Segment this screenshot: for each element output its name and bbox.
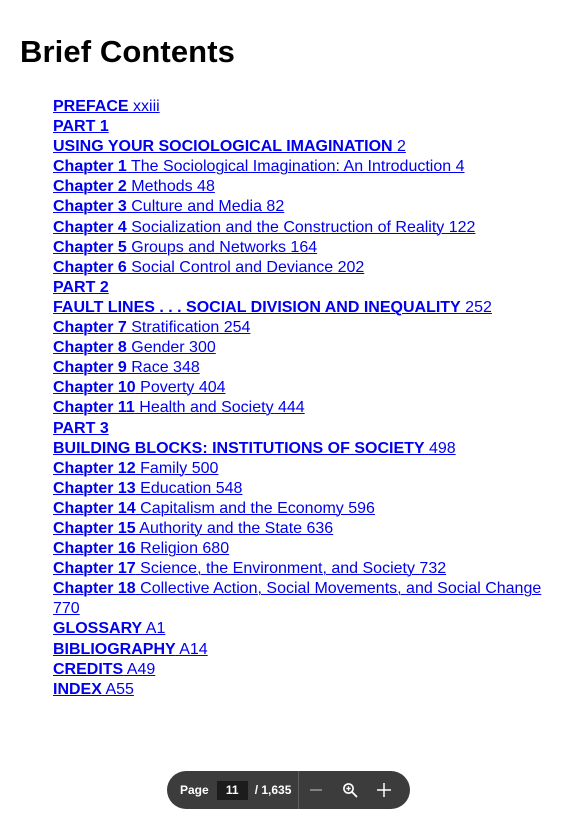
toc-entry-heading: CREDITS <box>53 660 124 678</box>
toc-entry-text: Family 500 <box>135 459 219 477</box>
toc-link[interactable] <box>53 560 446 577</box>
toc-link[interactable] <box>53 399 305 416</box>
toc-entry-text: Methods 48 <box>126 178 215 196</box>
toc-entry-heading: BIBLIOGRAPHY <box>53 640 176 658</box>
toc-entry-heading: Chapter 15 <box>53 519 136 537</box>
toc-entry-text: Religion 680 <box>135 540 230 558</box>
toc-entry-text: Science, the Environment, and Society 732 <box>135 560 447 578</box>
toc-link[interactable] <box>53 259 364 276</box>
toc-entry-text: Poverty 404 <box>135 379 226 397</box>
toc-entry <box>53 137 553 157</box>
pdf-page-toolbar <box>167 771 410 809</box>
toc-entry-heading: PART 3 <box>53 419 109 437</box>
toc-entry-text: xxiii <box>128 98 160 115</box>
toc-entry-heading: Chapter 9 <box>53 359 127 377</box>
toc-entry <box>53 318 553 338</box>
toc-link[interactable] <box>53 480 242 497</box>
page-label: Page <box>180 783 209 797</box>
toc-entry-text: Collective Action, Social Movements, and Social Change 770 <box>53 580 542 618</box>
toc-entry-text: Gender 300 <box>126 339 216 357</box>
toc-entry <box>53 117 553 137</box>
toc-entry <box>53 660 553 680</box>
toc-entry <box>53 559 553 579</box>
toc-entry <box>53 479 553 499</box>
toc-entry-heading: PART 1 <box>53 118 109 136</box>
toc-entry <box>53 218 553 238</box>
toc-entry-text: A14 <box>175 640 208 658</box>
toc-link[interactable] <box>53 540 229 557</box>
toc-entry-heading: Chapter 6 <box>53 258 127 276</box>
toc-entry-heading: Chapter 8 <box>53 339 127 357</box>
toc-entry-text: Culture and Media 82 <box>126 198 285 216</box>
toc-entry-heading: Chapter 1 <box>53 158 127 176</box>
toc-entry-heading: Chapter 18 <box>53 580 136 598</box>
toc-entry <box>53 97 553 117</box>
table-of-contents <box>53 97 553 700</box>
toc-entry <box>53 539 553 559</box>
toc-link[interactable] <box>53 620 165 637</box>
toc-entry <box>53 499 553 519</box>
toc-entry <box>53 157 553 177</box>
toc-entry-heading: BUILDING BLOCKS: INSTITUTIONS OF SOCIETY <box>53 439 425 457</box>
toc-entry-text: Education 548 <box>135 479 243 497</box>
toc-entry <box>53 378 553 398</box>
toc-entry-heading: PREFACE <box>53 98 129 115</box>
toc-entry-text: Social Control and Deviance 202 <box>126 258 365 276</box>
toc-entry <box>53 619 553 639</box>
toc-link[interactable] <box>53 440 456 457</box>
toc-entry-heading: FAULT LINES . . . SOCIAL DIVISION AND INEQUALITY <box>53 298 461 316</box>
toc-entry-text: The Sociological Imagination: An Introduction 4 <box>126 158 465 176</box>
toc-link[interactable] <box>53 279 109 296</box>
toc-entry <box>53 278 553 298</box>
page-number-input[interactable] <box>217 781 248 800</box>
toc-entry <box>53 298 553 318</box>
toc-entry <box>53 680 553 700</box>
toc-link[interactable] <box>53 138 406 155</box>
toc-link[interactable] <box>53 118 109 135</box>
zoom-in-button[interactable] <box>367 771 401 809</box>
toc-entry-heading: INDEX <box>53 680 102 698</box>
toc-entry-heading: Chapter 13 <box>53 479 136 497</box>
toc-entry <box>53 338 553 358</box>
toc-link[interactable] <box>53 339 216 356</box>
toc-link[interactable] <box>53 500 375 517</box>
toc-entry-text: Capitalism and the Economy 596 <box>135 499 375 517</box>
toc-entry-heading: Chapter 4 <box>53 218 127 236</box>
toc-entry <box>53 358 553 378</box>
plus-icon <box>377 783 391 797</box>
toc-entry-heading: Chapter 3 <box>53 198 127 216</box>
toc-entry-text: Stratification 254 <box>126 319 251 337</box>
toc-entry <box>53 238 553 258</box>
toc-entry-text: A49 <box>123 660 156 678</box>
toc-entry <box>53 459 553 479</box>
toc-entry-heading: Chapter 17 <box>53 560 136 578</box>
toc-link[interactable] <box>53 580 541 617</box>
toc-entry-heading: Chapter 5 <box>53 238 127 256</box>
page-total: / 1,635 <box>254 783 292 797</box>
toc-entry-heading: Chapter 11 <box>53 399 135 417</box>
toc-link[interactable] <box>53 379 226 396</box>
toc-entry <box>53 519 553 539</box>
magnifier-plus-icon <box>342 782 358 798</box>
toc-entry-heading: PART 2 <box>53 278 109 296</box>
page-title: Brief Contents <box>20 34 235 69</box>
toc-link[interactable] <box>53 198 284 215</box>
toc-entry-text: Socialization and the Construction of Reality 122 <box>126 218 476 236</box>
toc-entry <box>53 640 553 660</box>
toc-link[interactable] <box>53 219 475 236</box>
toc-entry <box>53 579 553 619</box>
toc-entry-text: 252 <box>460 298 492 316</box>
toc-entry-text: Authority and the State 636 <box>135 519 334 537</box>
toc-link[interactable] <box>53 520 333 537</box>
toc-entry-text: A55 <box>101 680 134 698</box>
toc-link[interactable] <box>53 359 200 376</box>
toc-entry-heading: Chapter 10 <box>53 379 136 397</box>
toc-link[interactable] <box>53 319 250 336</box>
toc-link[interactable] <box>53 420 109 437</box>
toc-entry-text: 2 <box>392 138 406 156</box>
toc-entry <box>53 439 553 459</box>
toc-entry <box>53 258 553 278</box>
toc-entry-heading: GLOSSARY <box>53 620 143 638</box>
toc-entry <box>53 197 553 217</box>
toc-entry-text: Groups and Networks 164 <box>126 238 318 256</box>
toc-entry-text: A1 <box>142 620 166 638</box>
toc-link[interactable] <box>53 178 215 195</box>
toc-entry <box>53 398 553 418</box>
toc-entry-heading: Chapter 16 <box>53 540 136 558</box>
toc-link[interactable] <box>53 239 317 256</box>
toc-entry <box>53 177 553 197</box>
toc-entry-heading: Chapter 14 <box>53 499 136 517</box>
toc-entry-text: Race 348 <box>126 359 200 377</box>
toc-link[interactable] <box>53 641 208 658</box>
zoom-out-button[interactable] <box>299 771 333 809</box>
toc-link[interactable] <box>53 158 465 175</box>
toc-entry-heading: Chapter 12 <box>53 459 136 477</box>
minus-icon <box>310 784 322 796</box>
toc-link[interactable] <box>53 299 492 316</box>
toc-link[interactable] <box>53 460 218 477</box>
toc-link[interactable] <box>53 661 155 678</box>
fit-zoom-button[interactable] <box>333 771 367 809</box>
toc-entry-text: 498 <box>424 439 456 457</box>
toc-link[interactable] <box>53 98 160 115</box>
toc-entry <box>53 419 553 439</box>
toc-entry-heading: USING YOUR SOCIOLOGICAL IMAGINATION <box>53 138 393 156</box>
toc-entry-heading: Chapter 7 <box>53 319 127 337</box>
toc-entry-heading: Chapter 2 <box>53 178 127 196</box>
toc-link[interactable] <box>53 681 134 698</box>
toc-entry-text: Health and Society 444 <box>134 399 305 417</box>
